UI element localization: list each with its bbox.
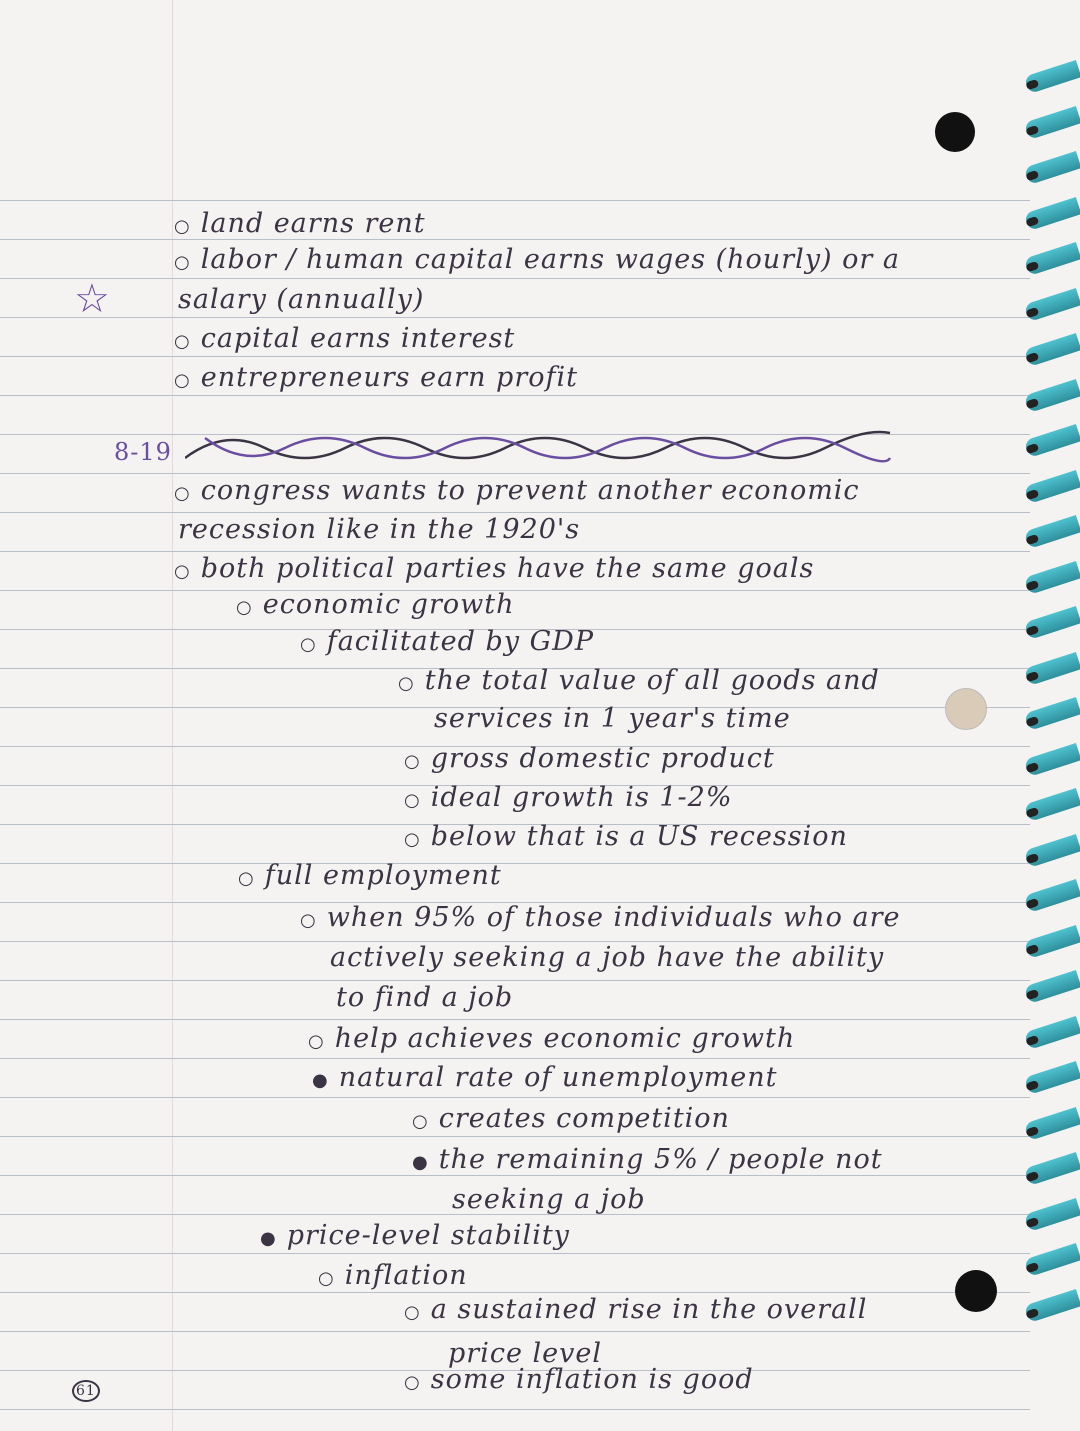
spiral-coil: [1024, 788, 1080, 822]
note-line: ○ congress wants to prevent another economic: [174, 475, 860, 506]
spiral-coil: [1024, 196, 1080, 230]
date-label: 8-19: [114, 438, 172, 466]
star-icon: ☆: [74, 276, 111, 322]
ruled-line: [0, 1292, 1030, 1293]
spiral-coil: [1024, 469, 1080, 503]
spiral-coil: [1024, 1197, 1080, 1231]
note-line: ● price-level stability: [260, 1220, 570, 1251]
ruled-line: [0, 317, 1030, 318]
note-line: ○ both political parties have the same goals: [174, 553, 815, 584]
spiral-coil: [1024, 378, 1080, 412]
note-line: ○ facilitated by GDP: [300, 626, 594, 657]
note-line: services in 1 year's time: [434, 703, 791, 734]
note-line: ○ capital earns interest: [174, 323, 516, 354]
spiral-coil: [1024, 60, 1080, 94]
note-line: ○ the total value of all goods and: [398, 665, 880, 696]
ruled-line: [0, 1136, 1030, 1137]
ruled-line: [0, 512, 1030, 513]
spiral-coil: [1024, 1288, 1080, 1322]
ruled-line: [0, 1253, 1030, 1254]
ruled-line: [0, 1019, 1030, 1020]
spiral-coil: [1024, 697, 1080, 731]
note-line: ● the remaining 5% / people not: [412, 1144, 883, 1175]
note-line: ○ some inflation is good: [404, 1364, 754, 1395]
punch-hole: [945, 688, 987, 730]
spiral-coil: [1024, 242, 1080, 276]
ruled-line: [0, 1058, 1030, 1059]
ruled-line: [0, 590, 1030, 591]
spiral-coil: [1024, 1106, 1080, 1140]
spiral-coil: [1024, 742, 1080, 776]
spiral-coil: [1024, 833, 1080, 867]
note-line: seeking a job: [452, 1184, 646, 1215]
ruled-line: [0, 356, 1030, 357]
spiral-coil: [1024, 515, 1080, 549]
punch-hole: [955, 1270, 997, 1312]
note-line: ○ creates competition: [412, 1103, 730, 1134]
spiral-coil: [1024, 606, 1080, 640]
punch-hole: [935, 112, 975, 152]
ruled-line: [0, 1409, 1030, 1410]
note-line: ○ full employment: [238, 860, 502, 891]
spiral-coil: [1024, 651, 1080, 685]
note-line: ○ ideal growth is 1-2%: [404, 782, 733, 813]
ruled-line: [0, 1331, 1030, 1332]
note-line: ○ entrepreneurs earn profit: [174, 362, 578, 393]
spiral-coil: [1024, 560, 1080, 594]
spiral-coil: [1024, 105, 1080, 139]
spiral-coil: [1024, 970, 1080, 1004]
spiral-coil: [1024, 1243, 1080, 1277]
spiral-coil: [1024, 924, 1080, 958]
ruled-line: [0, 863, 1030, 864]
spiral-coil: [1024, 879, 1080, 913]
ruled-line: [0, 1097, 1030, 1098]
spiral-coil: [1024, 151, 1080, 185]
note-line: ○ labor / human capital earns wages (hourly) or a: [174, 244, 900, 275]
ruled-line: [0, 551, 1030, 552]
note-line: ○ inflation: [318, 1260, 468, 1291]
note-line: ○ help achieves economic growth: [308, 1023, 796, 1054]
ruled-line: [0, 473, 1030, 474]
ruled-line: [0, 1175, 1030, 1176]
ruled-line: [0, 980, 1030, 981]
spiral-coil: [1024, 287, 1080, 321]
note-line: actively seeking a job have the ability: [330, 942, 885, 973]
note-line: ○ land earns rent: [174, 208, 426, 239]
note-line: to find a job: [336, 982, 514, 1013]
spiral-coil: [1024, 1061, 1080, 1095]
note-line: salary (annually): [178, 284, 425, 315]
margin-line: [172, 0, 173, 1431]
note-line: ○ below that is a US recession: [404, 821, 848, 852]
note-line: price level: [448, 1338, 602, 1369]
spiral-coil: [1024, 1152, 1080, 1186]
note-line: ● natural rate of unemployment: [312, 1062, 778, 1093]
spiral-coil: [1024, 424, 1080, 458]
note-line: ○ a sustained rise in the overall: [404, 1294, 868, 1325]
note-line: ○ economic growth: [236, 589, 515, 620]
note-line: recession like in the 1920's: [178, 514, 581, 545]
page-number: 61: [72, 1380, 100, 1402]
ruled-line: [0, 395, 1030, 396]
spiral-coil: [1024, 333, 1080, 367]
wavy-divider: [185, 428, 895, 468]
ruled-line: [0, 200, 1030, 201]
ruled-line: [0, 239, 1030, 240]
spiral-coil: [1024, 1015, 1080, 1049]
note-line: ○ gross domestic product: [404, 743, 775, 774]
ruled-line: [0, 278, 1030, 279]
note-line: ○ when 95% of those individuals who are: [300, 902, 901, 933]
